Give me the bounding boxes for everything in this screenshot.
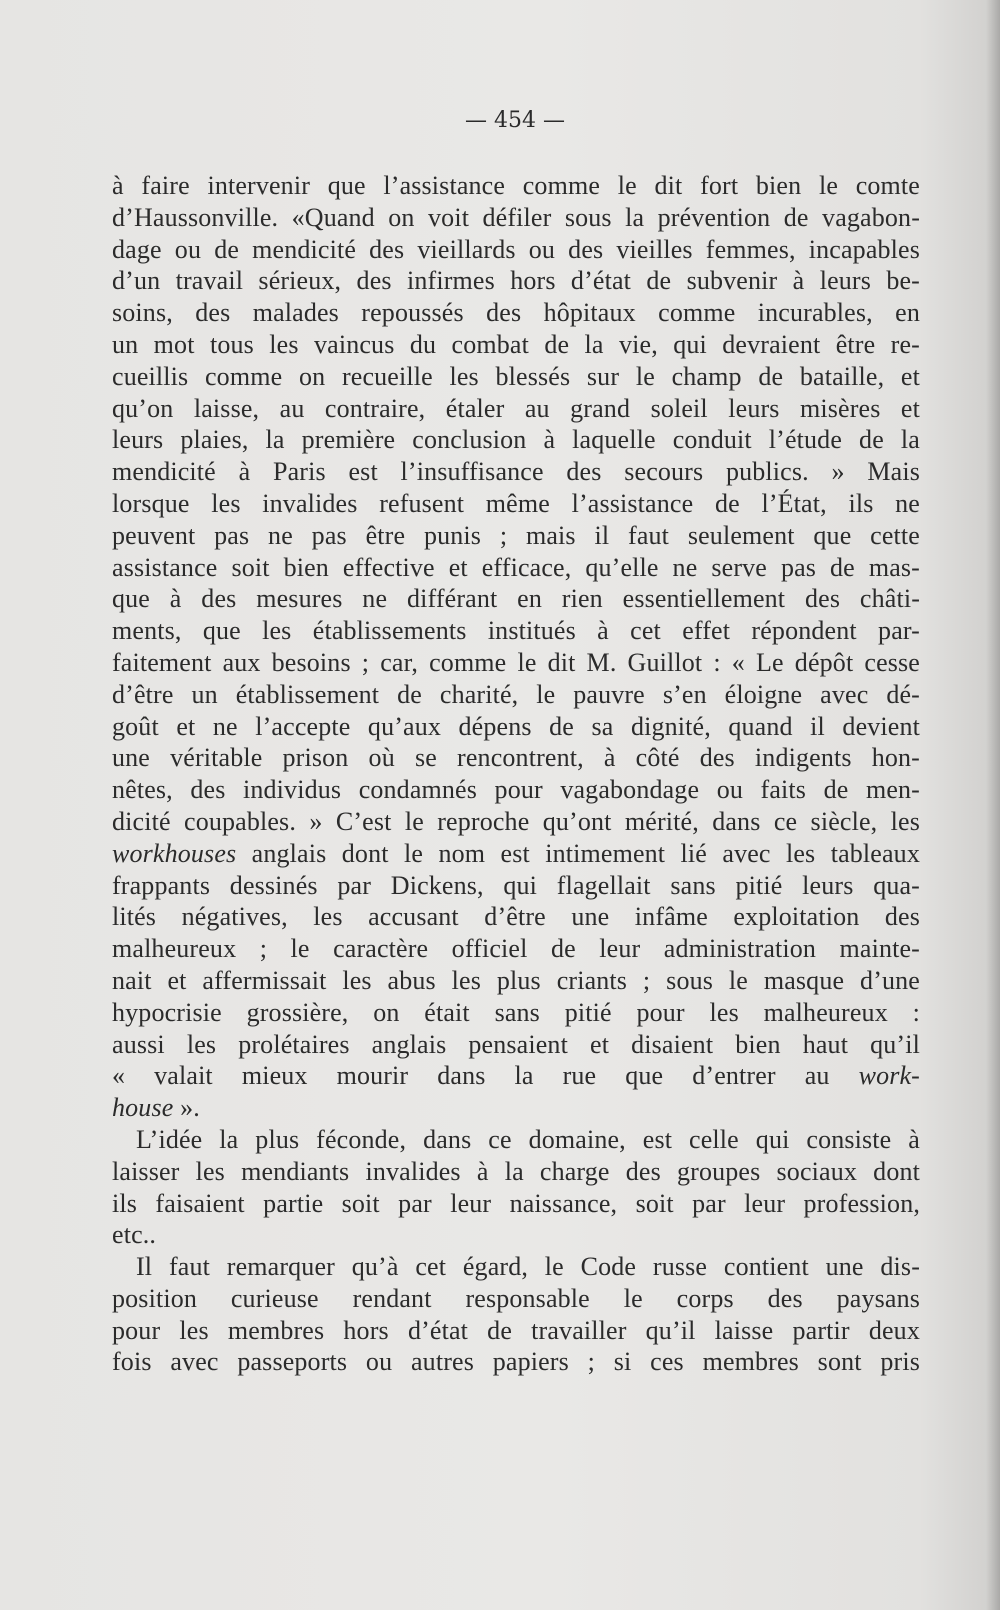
text-line: un mot tous les vaincus du combat de la vie, qui devraient être re- [112,329,920,359]
text-line: nait et affermissait les abus les plus criants ; sous le masque d’une [112,965,920,995]
text-line: leurs plaies, la première conclusion à laquelle conduit l’étude de la [112,425,920,455]
text-line: cueillis comme on recueille les blessés sur le champ de bataille, et [112,361,920,391]
text-line: d’être un établissement de charité, le pauvre s’en éloigne avec dé- [112,679,920,709]
text-fragment: anglais dont le nom est intimement lié avec les tableaux [236,838,920,868]
text-line-workhouses [112,838,920,870]
text-line: nêtes, des individus condamnés pour vagabondage ou faits de men- [112,775,920,805]
text-line: position curieuse rendant responsable le corps des paysans [112,1283,920,1313]
text-fragment: ». [173,1093,200,1123]
text-line: ils faisaient partie soit par leur naissance, soit par leur profession, [112,1188,920,1218]
text-line: aussi les prolétaires anglais pensaient et disaient bien haut qu’il [112,1029,920,1059]
text-line: mendicité à Paris est l’insuffisance des secours publics. » Mais [112,457,920,487]
text-line: faitement aux besoins ; car, comme le dit M. Guillot : « Le dépôt cesse [112,647,920,677]
page-number: — 454 — [465,108,565,133]
text-line: dicité coupables. » C’est le reproche qu’ont mérité, dans ce siècle, les [112,806,920,836]
text-line: peuvent pas ne pas être punis ; mais il faut seulement que cette [112,520,920,550]
text-line: d’Haussonville. «Quand on voit défiler sous la prévention de vagabon- [112,202,920,232]
text-line: d’un travail sérieux, des infirmes hors d’état de subvenir à leurs be- [112,266,920,296]
text-line-quote [112,1060,920,1092]
italic-term: house [112,1093,174,1123]
text-line: Il faut remarquer qu’à cet égard, le Code russe contient une dis- [136,1252,920,1282]
text-line: L’idée la plus féconde, dans ce domaine, est celle qui consiste à [136,1124,920,1154]
text-line: laisser les mendiants invalides à la charge des groupes sociaux dont [112,1156,920,1186]
text-line: lorsque les invalides refusent même l’assistance de l’État, ils ne [112,488,920,518]
italic-term: workhouses [112,838,237,868]
text-line: soins, des malades repoussés des hôpitaux comme incurables, en [112,298,920,328]
text-line: malheureux ; le caractère officiel de leur administration mainte- [112,934,920,964]
italic-term: work- [858,1061,920,1091]
page-edge-shadow [986,0,1000,1610]
text-line: qu’on laisse, au contraire, étaler au grand soleil leurs misères et [112,393,920,423]
text-line: fois avec passeports ou autres papiers ; si ces membres sont pris [112,1347,920,1377]
text-line: que à des mesures ne différant en rien essentiellement des châti- [112,584,920,614]
text-line: frappants dessinés par Dickens, qui flagellait sans pitié leurs qua- [112,870,920,900]
body-text [112,170,920,1378]
text-line: pour les membres hors d’état de travailler qu’il laisse partir deux [112,1315,920,1345]
text-line: goût et ne l’accepte qu’aux dépens de sa dignité, quand il devient [112,711,920,741]
text-line: lités négatives, les accusant d’être une infâme exploitation des [112,902,920,932]
text-line: dage ou de mendicité des vieillards ou des vieilles femmes, incapables [112,234,920,264]
text-line: ments, que les établissements institués à cet effet répondent par- [112,616,920,646]
text-line: à faire intervenir que l’assistance comme le dit fort bien le comte [112,171,920,200]
text-line: une véritable prison où se rencontrent, à côté des indigents hon- [112,743,920,773]
text-line-final [112,1092,920,1124]
text-line: hypocrisie grossière, on était sans pitié pour les malheureux : [112,997,920,1027]
text-line: assistance soit bien effective et efficace, qu’elle ne serve pas de mas- [112,552,920,582]
text-line: etc.. [112,1220,157,1250]
text-fragment: « valait mieux mourir dans la rue que d’entrer au [112,1061,859,1091]
